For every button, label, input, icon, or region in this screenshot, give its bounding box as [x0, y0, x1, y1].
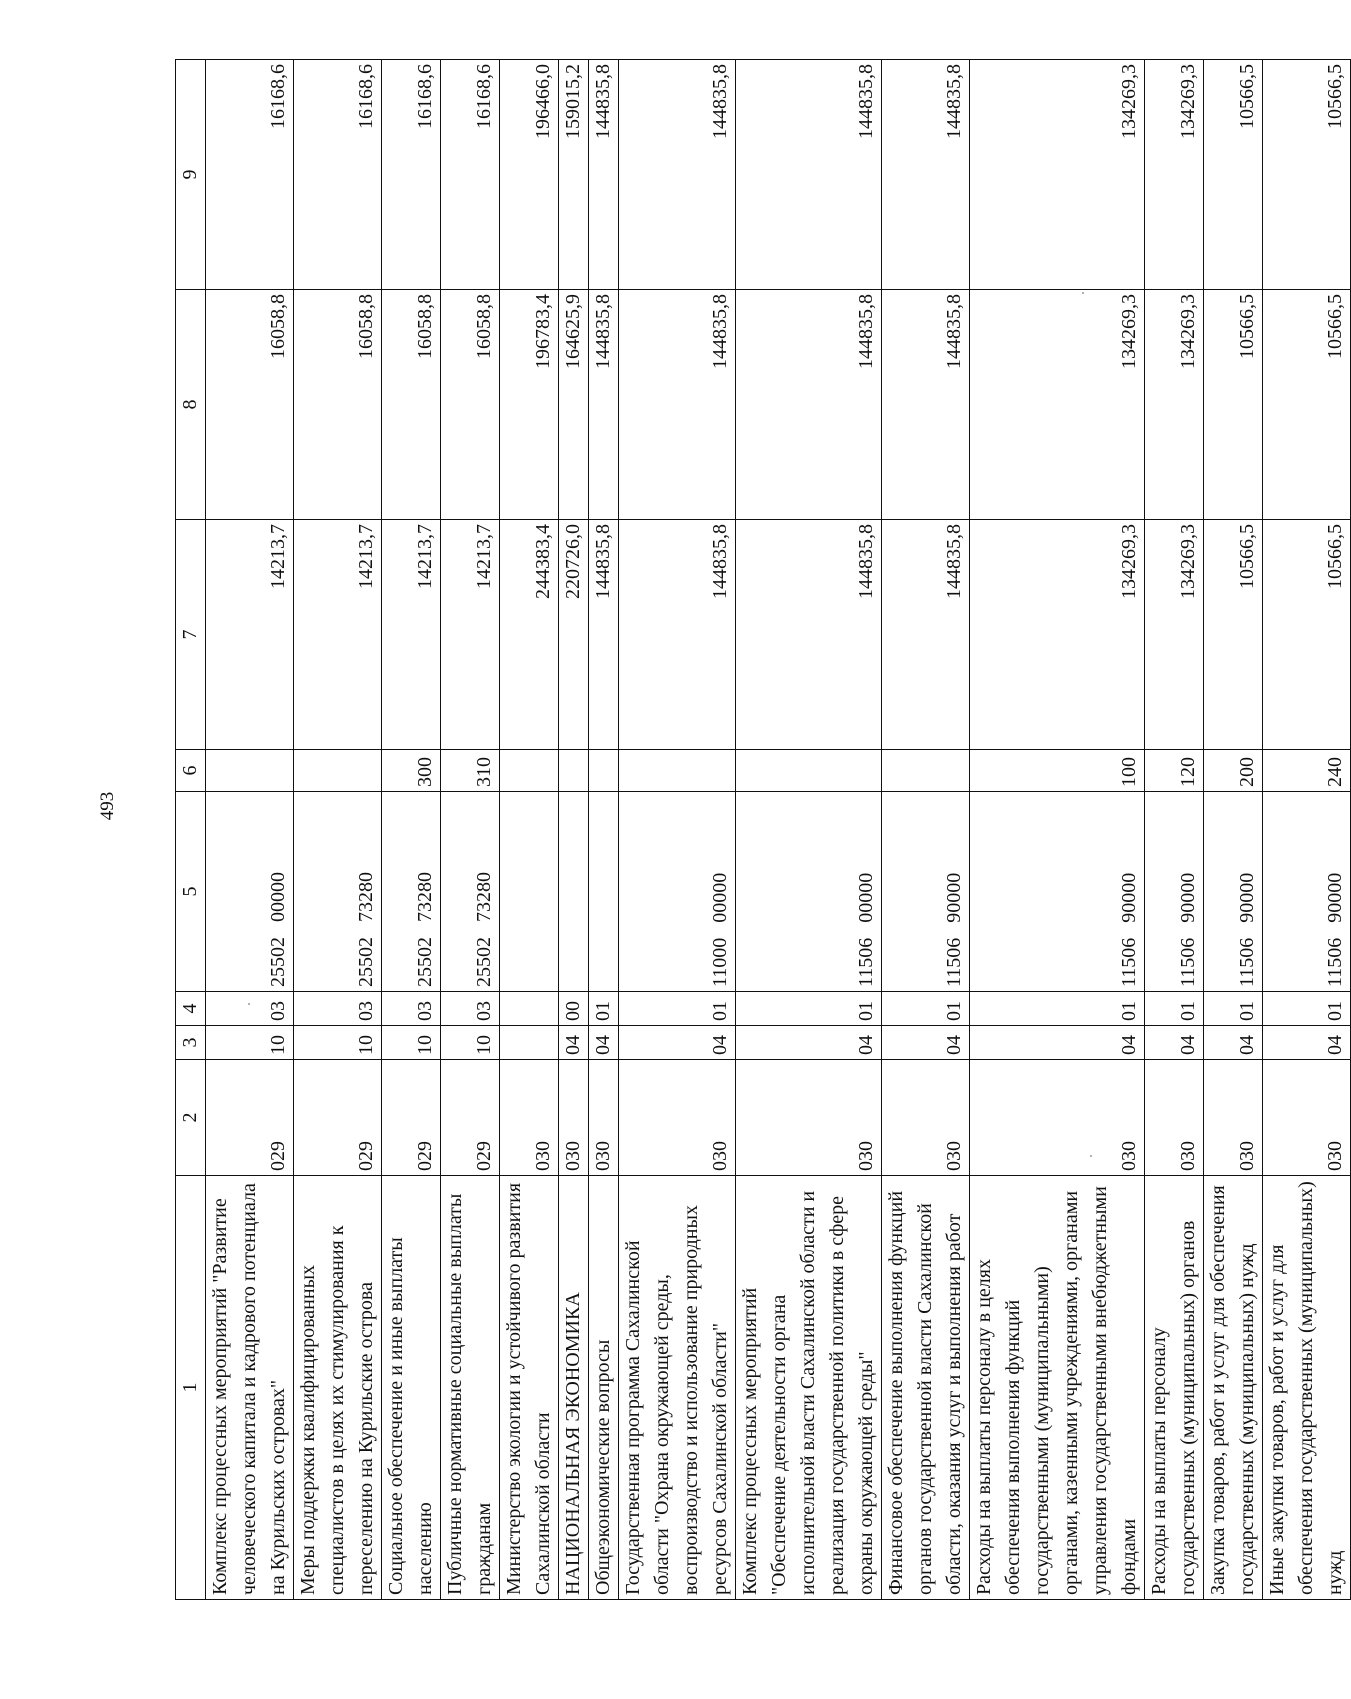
table-row [1145, 60, 1204, 1600]
table-row [882, 60, 970, 1600]
cell-ministry-code: 030 [970, 1060, 1145, 1176]
cell-target-article [970, 792, 1145, 992]
cell-expense-type: 100 [970, 750, 1145, 792]
cell-name: Меры поддержки квалифицированных специалистов в целях их стимулирования к переселению на Курильские острова [294, 1176, 382, 1600]
cell-subsection: 01 [589, 992, 619, 1026]
cell-section [500, 1026, 559, 1060]
col-header: 2 [176, 1060, 206, 1176]
cell-target-article-direction: 90000 [1236, 872, 1258, 923]
table-row [559, 60, 589, 1600]
cell-ministry-code: 030 [882, 1060, 970, 1176]
cell-section: 04 [970, 1026, 1145, 1060]
cell-target-article-direction: 73280 [473, 872, 495, 922]
cell-name: Общеэкономические вопросы [589, 1176, 619, 1600]
cell-section: 04 [882, 1026, 970, 1060]
cell-section: 04 [1145, 1026, 1204, 1060]
cell-ministry-code: 030 [1145, 1060, 1204, 1176]
cell-section: 04 [1204, 1026, 1263, 1060]
cell-amount-year-1: 144835,8 [736, 520, 882, 750]
cell-target-article-program: 11506 [1177, 937, 1199, 987]
cell-ministry-code: 029 [441, 1060, 500, 1176]
cell-name: Социальное обеспечение и иные выплаты населению [382, 1176, 441, 1600]
cell-amount-year-3: 16168,6 [441, 60, 500, 290]
rotated-page-content [175, 60, 1346, 1600]
cell-name: Финансовое обеспечение выполнения функций органов государственной власти Сахалинской области, оказания услуг и выполнения работ [882, 1176, 970, 1600]
cell-target-article-program: 11506 [943, 937, 965, 987]
cell-amount-year-2: 134269,3 [1145, 290, 1204, 520]
cell-section: 10 [382, 1026, 441, 1060]
cell-section: 04 [736, 1026, 882, 1060]
cell-amount-year-2: 144835,8 [589, 290, 619, 520]
cell-target-article-direction: 73280 [355, 872, 377, 922]
cell-subsection: 01 [619, 992, 736, 1026]
cell-target-article [206, 792, 294, 992]
cell-amount-year-2: 196783,4 [500, 290, 559, 520]
cell-amount-year-1: 144835,8 [882, 520, 970, 750]
cell-name: Министерство экологии и устойчивого развития Сахалинской области [500, 1176, 559, 1600]
cell-name: Публичные нормативные социальные выплаты гражданам [441, 1176, 500, 1600]
cell-amount-year-3: 16168,6 [294, 60, 382, 290]
cell-amount-year-1: 144835,8 [589, 520, 619, 750]
cell-expense-type [559, 750, 589, 792]
cell-target-article [1263, 792, 1351, 992]
cell-amount-year-1: 134269,3 [1145, 520, 1204, 750]
cell-amount-year-3: 144835,8 [882, 60, 970, 290]
cell-section: 10 [294, 1026, 382, 1060]
budget-table [175, 59, 1351, 1600]
cell-expense-type [589, 750, 619, 792]
cell-subsection [500, 992, 559, 1026]
cell-name: Расходы на выплаты персоналу государственных (муниципальных) органов [1145, 1176, 1204, 1600]
cell-amount-year-2: 164625,9 [559, 290, 589, 520]
cell-amount-year-2: 10566,5 [1204, 290, 1263, 520]
cell-expense-type: 200 [1204, 750, 1263, 792]
cell-ministry-code: 030 [736, 1060, 882, 1176]
cell-amount-year-3: 196466,0 [500, 60, 559, 290]
cell-target-article [589, 792, 619, 992]
cell-target-article [1145, 792, 1204, 992]
cell-target-article-program: 11506 [855, 937, 877, 987]
col-header: 4 [176, 992, 206, 1026]
cell-amount-year-3: 10566,5 [1204, 60, 1263, 290]
cell-ministry-code: 030 [559, 1060, 589, 1176]
cell-amount-year-3: 144835,8 [736, 60, 882, 290]
table-row [441, 60, 500, 1600]
cell-section: 04 [589, 1026, 619, 1060]
cell-target-article-program: 25502 [473, 937, 495, 987]
cell-target-article-program: 25502 [355, 937, 377, 987]
cell-target-article-program: 25502 [414, 937, 436, 987]
cell-subsection: 03 [382, 992, 441, 1026]
table-row [619, 60, 736, 1600]
page-number: 493 [97, 791, 118, 821]
col-header: 9 [176, 60, 206, 290]
cell-subsection: 01 [1263, 992, 1351, 1026]
cell-amount-year-1: 10566,5 [1263, 520, 1351, 750]
cell-expense-type [736, 750, 882, 792]
cell-amount-year-2: 144835,8 [736, 290, 882, 520]
cell-expense-type [206, 750, 294, 792]
col-header: 8 [176, 290, 206, 520]
cell-section: 10 [206, 1026, 294, 1060]
cell-target-article-direction: 73280 [414, 872, 436, 922]
table-row [1204, 60, 1263, 1600]
cell-name: Комплекс процессных мероприятий "Развитие человеческого капитала и кадрового потенциала на Курильских островах" [206, 1176, 294, 1600]
cell-ministry-code: 030 [1204, 1060, 1263, 1176]
cell-amount-year-1: 14213,7 [382, 520, 441, 750]
cell-target-article-direction: 90000 [943, 872, 965, 923]
cell-amount-year-1: 144835,8 [619, 520, 736, 750]
table-row [736, 60, 882, 1600]
scan-speck [1082, 292, 1084, 294]
cell-name: Расходы на выплаты персоналу в целях обеспечения выполнения функций государственными (муниципальными) органами, казенными учреждениями, органами управления государственными внебюджетными фондами [970, 1176, 1145, 1600]
cell-target-article-direction: 00000 [855, 872, 877, 923]
cell-target-article-direction: 90000 [1118, 872, 1140, 923]
cell-ministry-code: 029 [382, 1060, 441, 1176]
cell-expense-type: 120 [1145, 750, 1204, 792]
cell-expense-type [294, 750, 382, 792]
cell-target-article [500, 792, 559, 992]
table-row [294, 60, 382, 1600]
cell-amount-year-3: 134269,3 [1145, 60, 1204, 290]
cell-target-article [559, 792, 589, 992]
cell-target-article [441, 792, 500, 992]
cell-section: 10 [441, 1026, 500, 1060]
cell-name: НАЦИОНАЛЬНАЯ ЭКОНОМИКА [559, 1176, 589, 1600]
cell-subsection: 03 [294, 992, 382, 1026]
cell-amount-year-2: 10566,5 [1263, 290, 1351, 520]
cell-target-article-direction: 90000 [1177, 872, 1199, 923]
cell-amount-year-3: 159015,2 [559, 60, 589, 290]
cell-expense-type [619, 750, 736, 792]
cell-amount-year-1: 10566,5 [1204, 520, 1263, 750]
cell-expense-type: 310 [441, 750, 500, 792]
scan-speck [248, 1003, 250, 1005]
table-header-row [176, 60, 206, 1600]
table-row [206, 60, 294, 1600]
table-row [970, 60, 1145, 1600]
cell-section: 04 [559, 1026, 589, 1060]
cell-expense-type [500, 750, 559, 792]
cell-amount-year-3: 144835,8 [589, 60, 619, 290]
table-row [589, 60, 619, 1600]
cell-target-article [736, 792, 882, 992]
cell-target-article [882, 792, 970, 992]
table-row [1263, 60, 1351, 1600]
cell-expense-type: 240 [1263, 750, 1351, 792]
cell-section: 04 [619, 1026, 736, 1060]
cell-amount-year-2: 134269,3 [970, 290, 1145, 520]
cell-subsection: 01 [1145, 992, 1204, 1026]
cell-amount-year-1: 14213,7 [206, 520, 294, 750]
cell-amount-year-1: 244383,4 [500, 520, 559, 750]
cell-amount-year-3: 134269,3 [970, 60, 1145, 290]
cell-target-article-program: 11506 [1324, 937, 1346, 987]
cell-name: Закупка товаров, работ и услуг для обеспечения государственных (муниципальных) нужд [1204, 1176, 1263, 1600]
col-header: 3 [176, 1026, 206, 1060]
cell-ministry-code: 030 [619, 1060, 736, 1176]
cell-target-article-direction: 90000 [1324, 872, 1346, 923]
cell-amount-year-3: 10566,5 [1263, 60, 1351, 290]
cell-target-article [294, 792, 382, 992]
cell-amount-year-1: 14213,7 [441, 520, 500, 750]
col-header: 1 [176, 1176, 206, 1600]
cell-ministry-code: 029 [294, 1060, 382, 1176]
cell-subsection: 03 [441, 992, 500, 1026]
cell-ministry-code: 030 [500, 1060, 559, 1176]
cell-subsection: 01 [1204, 992, 1263, 1026]
cell-target-article-direction: 00000 [709, 872, 731, 923]
cell-target-article-program: 25502 [267, 937, 289, 987]
cell-amount-year-2: 16058,8 [206, 290, 294, 520]
cell-target-article [1204, 792, 1263, 992]
cell-expense-type [882, 750, 970, 792]
cell-subsection: 00 [559, 992, 589, 1026]
table-row [500, 60, 559, 1600]
scan-speck [1090, 1155, 1092, 1157]
cell-target-article-direction: 00000 [267, 872, 289, 922]
cell-amount-year-2: 144835,8 [882, 290, 970, 520]
cell-amount-year-1: 220726,0 [559, 520, 589, 750]
cell-amount-year-3: 16168,6 [382, 60, 441, 290]
col-header: 7 [176, 520, 206, 750]
cell-target-article-program: 11000 [709, 937, 731, 987]
cell-amount-year-2: 16058,8 [382, 290, 441, 520]
cell-expense-type: 300 [382, 750, 441, 792]
cell-amount-year-2: 16058,8 [441, 290, 500, 520]
cell-name: Государственная программа Сахалинской области "Охрана окружающей среды, воспроизводство и использование природных ресурсов Сахалинской области" [619, 1176, 736, 1600]
cell-subsection: 01 [970, 992, 1145, 1026]
cell-target-article-program: 11506 [1118, 937, 1140, 987]
cell-ministry-code: 029 [206, 1060, 294, 1176]
cell-amount-year-3: 16168,6 [206, 60, 294, 290]
cell-section: 04 [1263, 1026, 1351, 1060]
cell-amount-year-1: 14213,7 [294, 520, 382, 750]
cell-amount-year-2: 16058,8 [294, 290, 382, 520]
cell-name: Комплекс процессных мероприятий "Обеспечение деятельности органа исполнительной власти Сахалинской области и реализация государственной политики в сфере охраны окружающей среды" [736, 1176, 882, 1600]
cell-subsection: 01 [882, 992, 970, 1026]
col-header: 5 [176, 792, 206, 992]
cell-ministry-code: 030 [589, 1060, 619, 1176]
cell-subsection: 03 [206, 992, 294, 1026]
cell-target-article [382, 792, 441, 992]
cell-amount-year-2: 144835,8 [619, 290, 736, 520]
cell-ministry-code: 030 [1263, 1060, 1351, 1176]
cell-subsection: 01 [736, 992, 882, 1026]
table-body [206, 60, 1351, 1600]
table-row [382, 60, 441, 1600]
cell-name: Иные закупки товаров, работ и услуг для обеспечения государственных (муниципальных) нужд [1263, 1176, 1351, 1600]
cell-target-article [619, 792, 736, 992]
cell-target-article-program: 11506 [1236, 937, 1258, 987]
col-header: 6 [176, 750, 206, 792]
cell-amount-year-1: 134269,3 [970, 520, 1145, 750]
cell-amount-year-3: 144835,8 [619, 60, 736, 290]
